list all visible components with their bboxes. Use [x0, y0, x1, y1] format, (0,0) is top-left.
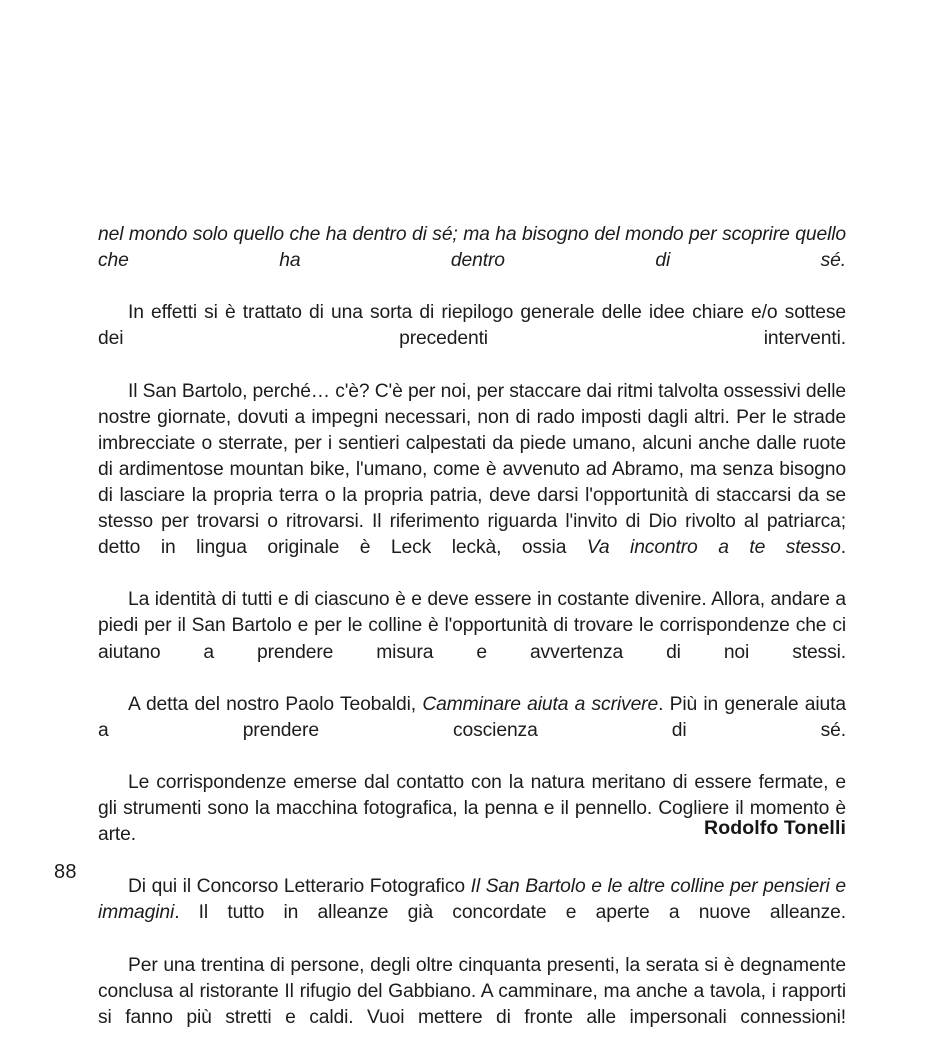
paragraph-text-run-tail: . Il tutto in alleanze già concordate e aperte a nuove alleanze. — [174, 902, 846, 924]
author-signature: Rodolfo Tonelli — [704, 817, 846, 839]
paragraph-in-effetti: In effetti si è trattato di una sorta di riepilogo generale delle idee chiare e/o sottese dei precedenti interventi. — [98, 302, 846, 350]
page-number: 88 — [54, 861, 77, 883]
paragraph-text-run: Il San Bartolo, perché… c'è? C'è per noi, per staccare dai ritmi talvolta ossessivi delle nostre giornate, dovuti a impegni necessari, non di rado imposti dagli altri. Per le strade imbrecciate o sterrate, per i sentieri calpestati da piede umano, alcuni anche dalle ruote di ardimentose mountan bike, l'umano, come è avvenuto ad Abramo, ma senza bisogno di lasciare la propria terra o la propria patria, deve darsi l'opportunità di staccarsi da se stesso per trovarsi o ritrovarsi. Il riferimento riguarda l'invito di Dio rivolto al patriarca; detto in lingua originale è Leck leckà, ossia — [98, 380, 846, 559]
paragraph-la-identita: La identità di tutti e di ciascuno è e deve essere in costante divenire. Allora, andare a piedi per il San Bartolo e per le colline è l'opportunità di trovare le corrispondenze che ci aiutano a prendere misura e avvertenza di noi stessi. — [98, 589, 846, 663]
italic-title-il-san-bartolo-e-le-altre-colline: Il San Bartolo e le altre colline per pensieri e immagini — [98, 876, 846, 924]
paragraph-di-qui-il-concorso — [98, 874, 846, 952]
paragraph-text-run: A detta del nostro Paolo Teobaldi, — [128, 693, 423, 715]
body-text-column — [98, 222, 846, 1057]
paragraph-text-run: Di qui il Concorso Letterario Fotografico — [128, 876, 471, 898]
paragraph-il-san-bartolo — [98, 379, 846, 588]
paragraph-a-detta — [98, 692, 846, 770]
italic-title-camminare-aiuta-a-scrivere: Camminare aiuta a scrivere — [422, 693, 659, 715]
italic-title-va-incontro-a-te-stesso: Va incontro a te stesso — [586, 537, 841, 559]
paragraph-continuation-italic: nel mondo solo quello che ha dentro di sé; ma ha bisogno del mondo per scoprire quello che ha dentro di sé. — [98, 224, 846, 272]
paragraph-text-run-tail: . — [840, 537, 846, 559]
paragraph-per-una-trentina: Per una trentina di persone, degli oltre cinquanta presenti, la serata si è degnamente conclusa al ristorante Il rifugio del Gabbiano. A camminare, ma anche a tavola, i rapporti si fanno più stretti e caldi. Vuoi mettere di fronte alle impersonali connessioni! — [98, 954, 846, 1028]
paragraph-le-corrispondenze: Le corrispondenze emerse dal contatto con la natura meritano di essere fermate, e gli strumenti sono la macchina fotografica, la penna e il pennello. Cogliere il momento è arte. — [98, 771, 846, 846]
paragraph-text-run-tail: . Più in generale aiuta a prendere coscienza di sé. — [98, 693, 846, 741]
